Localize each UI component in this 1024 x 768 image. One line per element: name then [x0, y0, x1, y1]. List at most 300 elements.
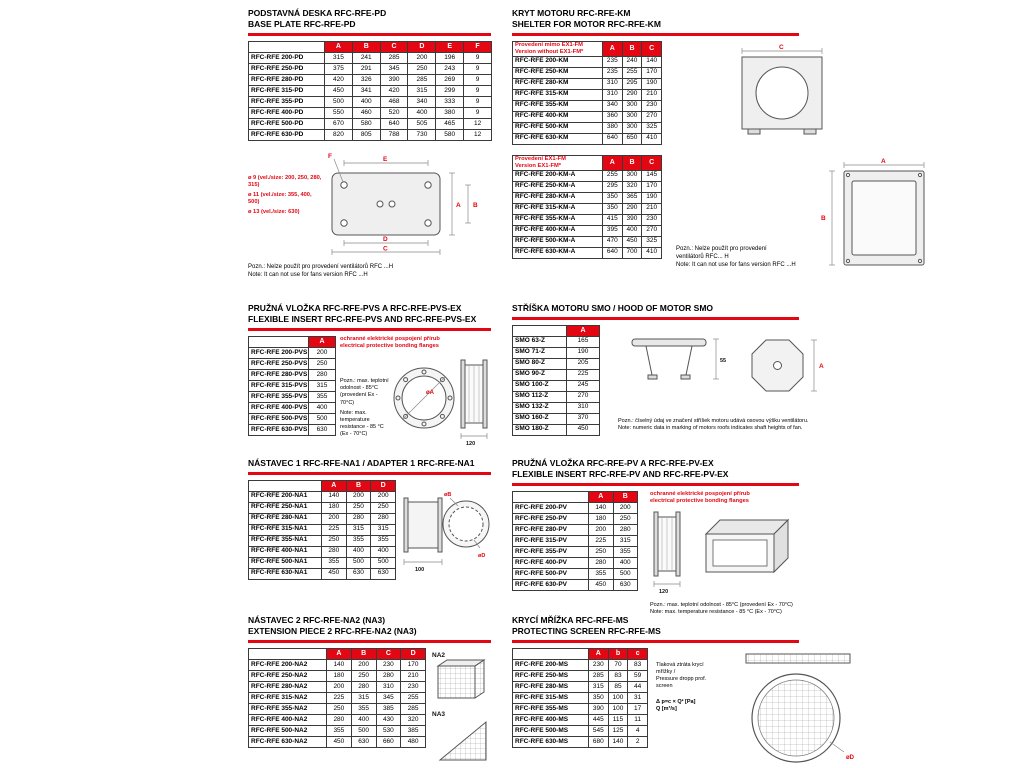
- value-cell: 200: [613, 502, 638, 513]
- value-cell: 291: [352, 63, 380, 74]
- column-header: F: [464, 41, 492, 52]
- value-cell: 400: [352, 96, 380, 107]
- column-header: B: [346, 480, 371, 491]
- table-corner-cell: Provedení EX1-FM Version EX1-FM*: [513, 155, 603, 170]
- table-corner-cell: [513, 325, 567, 336]
- column-header: B: [352, 41, 380, 52]
- value-cell: 250: [589, 546, 614, 557]
- km-block-2: [512, 155, 1012, 273]
- screen-drawing: [724, 648, 874, 768]
- column-header: A: [327, 648, 352, 659]
- table-row: [513, 703, 648, 714]
- table-header-row: [513, 491, 638, 502]
- smo-content: [512, 325, 1012, 436]
- part-name-cell: RFC-RFE 500-KM: [513, 122, 603, 133]
- table-row: [513, 714, 648, 725]
- value-cell: 370: [567, 413, 600, 424]
- value-cell: 355: [613, 546, 638, 557]
- value-cell: 100: [608, 703, 628, 714]
- value-cell: 285: [401, 703, 426, 714]
- value-cell: 460: [352, 107, 380, 118]
- value-cell: 315: [613, 535, 638, 546]
- value-cell: 2: [628, 736, 648, 747]
- dim-label-f: F: [328, 152, 332, 160]
- table-row: [249, 714, 426, 725]
- value-cell: 225: [567, 369, 600, 380]
- part-name-cell: RFC-RFE 630-NA2: [249, 736, 327, 747]
- value-cell: 250: [322, 535, 347, 546]
- value-cell: 315: [589, 681, 609, 692]
- column-header: C: [642, 41, 662, 56]
- table-row: [249, 557, 396, 568]
- value-cell: 320: [622, 181, 642, 192]
- value-cell: 355: [322, 557, 347, 568]
- table-row: [249, 347, 336, 358]
- title-underline: [248, 640, 491, 643]
- value-cell: 550: [325, 107, 353, 118]
- label-na3: NA3: [432, 710, 446, 718]
- value-cell: 390: [622, 214, 642, 225]
- part-name-cell: RFC-RFE 630-KM: [513, 133, 603, 144]
- table-corner-cell: [249, 480, 322, 491]
- temperature-note-line: Pozn.: max. teplotní odolnost - 85°C (provedení Ex - 70°C): [340, 378, 389, 406]
- value-cell: 190: [642, 192, 662, 203]
- part-name-cell: RFC-RFE 250-PV: [513, 513, 589, 524]
- part-name-cell: RFC-RFE 630-NA1: [249, 568, 322, 579]
- table-row: [513, 502, 638, 513]
- hood-table: [512, 325, 600, 436]
- part-name-cell: RFC-RFE 200-NA2: [249, 659, 327, 670]
- value-cell: 300: [622, 122, 642, 133]
- value-cell: 12: [464, 129, 492, 140]
- value-cell: 270: [567, 391, 600, 402]
- table-header-row: [513, 155, 662, 170]
- part-name-cell: RFC-RFE 315-PD: [249, 85, 325, 96]
- value-cell: 280: [376, 670, 401, 681]
- page-title-en: FLEXIBLE INSERT RFC-RFE-PV AND RFC-RFE-PV-EX: [512, 469, 729, 480]
- value-cell: 315: [408, 85, 436, 96]
- value-cell: 140: [327, 659, 352, 670]
- value-cell: 355: [589, 568, 614, 579]
- value-cell: 200: [371, 491, 396, 502]
- value-cell: 280: [371, 513, 396, 524]
- insert-pvs-drawing-front: [392, 352, 456, 442]
- value-cell: 200: [327, 681, 352, 692]
- value-cell: 270: [642, 111, 662, 122]
- value-cell: 12: [464, 118, 492, 129]
- value-cell: 235: [603, 67, 623, 78]
- table-row: [249, 491, 396, 502]
- column-header: A: [322, 480, 347, 491]
- value-cell: 325: [642, 122, 662, 133]
- dim-label-100: 100: [415, 566, 425, 573]
- value-cell: 430: [376, 714, 401, 725]
- table-row: [249, 736, 426, 747]
- value-cell: 400: [371, 546, 396, 557]
- value-cell: 9: [464, 52, 492, 63]
- value-cell: 125: [608, 725, 628, 736]
- value-cell: 230: [401, 681, 426, 692]
- value-cell: 210: [401, 670, 426, 681]
- footnote: [676, 245, 796, 269]
- table-row: [249, 535, 396, 546]
- column-header: B: [613, 491, 638, 502]
- value-cell: 225: [589, 535, 614, 546]
- value-cell: 270: [642, 225, 662, 236]
- table-corner-cell: [513, 648, 589, 659]
- part-name-cell: RFC-RFE 400-NA2: [249, 714, 327, 725]
- value-cell: 290: [622, 203, 642, 214]
- pvs-right-area: [340, 336, 492, 448]
- pressure-formula: Δ p=c × Q² [Pa]: [656, 698, 696, 705]
- value-cell: 500: [351, 725, 376, 736]
- value-cell: 235: [603, 56, 623, 67]
- part-name-cell: RFC-RFE 315-NA1: [249, 524, 322, 535]
- value-cell: 355: [309, 391, 336, 402]
- value-cell: 230: [376, 659, 401, 670]
- title-underline: [512, 33, 799, 36]
- part-name-cell: SMO 63-Z: [513, 336, 567, 347]
- section-flexible-insert-pvs: [248, 303, 492, 451]
- column-header: B: [351, 648, 376, 659]
- value-cell: 250: [351, 670, 376, 681]
- value-cell: 255: [603, 170, 623, 181]
- value-cell: 70: [608, 659, 628, 670]
- value-cell: 315: [325, 52, 353, 63]
- page-title: PODSTAVNÁ DESKA RFC-RFE-PD: [248, 8, 387, 18]
- part-name-cell: RFC-RFE 355-PD: [249, 96, 325, 107]
- part-name-cell: RFC-RFE 280-KM: [513, 78, 603, 89]
- value-cell: 680: [589, 736, 609, 747]
- part-name-cell: SMO 90-Z: [513, 369, 567, 380]
- value-cell: 670: [325, 118, 353, 129]
- page-title: NÁSTAVEC 2 RFC-RFE-NA2 (NA3): [248, 615, 386, 625]
- dim-label-a: A: [456, 201, 461, 209]
- value-cell: 700: [622, 247, 642, 258]
- value-cell: 165: [567, 336, 600, 347]
- dim-label-e: E: [383, 155, 388, 163]
- table-row: [513, 424, 600, 435]
- page-title-en: SHELTER FOR MOTOR RFC-RFE-KM: [512, 19, 661, 30]
- table-row: [513, 203, 662, 214]
- footnote: [248, 263, 492, 279]
- table-row: [249, 369, 336, 380]
- pv-right-area: [650, 491, 820, 617]
- value-cell: 630: [346, 568, 371, 579]
- table-corner-cell: [513, 491, 589, 502]
- value-cell: 170: [642, 181, 662, 192]
- table-corner-cell: [249, 41, 325, 52]
- value-cell: 170: [401, 659, 426, 670]
- part-name-cell: RFC-RFE 250-NA1: [249, 502, 322, 513]
- value-cell: 310: [603, 89, 623, 100]
- adapter1-table: [248, 480, 396, 580]
- table-row: [249, 424, 336, 435]
- dim-label-c: C: [779, 43, 784, 51]
- value-cell: 205: [567, 358, 600, 369]
- value-cell: 295: [603, 181, 623, 192]
- part-name-cell: RFC-RFE 200-PV: [513, 502, 589, 513]
- table-row: [513, 358, 600, 369]
- value-cell: 500: [346, 557, 371, 568]
- part-name-cell: RFC-RFE 400-KM: [513, 111, 603, 122]
- dim-label-a: A: [881, 157, 886, 165]
- page-title-en: EXTENSION PIECE 2 RFC-RFE-NA2 (NA3): [248, 626, 417, 637]
- part-name-cell: RFC-RFE 500-NA2: [249, 725, 327, 736]
- value-cell: 145: [642, 170, 662, 181]
- value-cell: 468: [380, 96, 408, 107]
- value-cell: 230: [589, 659, 609, 670]
- value-cell: 390: [589, 703, 609, 714]
- value-cell: 400: [408, 107, 436, 118]
- value-cell: 730: [408, 129, 436, 140]
- value-cell: 470: [603, 236, 623, 247]
- value-cell: 385: [401, 725, 426, 736]
- part-name-cell: RFC-RFE 630-KM-A: [513, 247, 603, 258]
- part-name-cell: RFC-RFE 400-PVS: [249, 402, 309, 413]
- part-name-cell: RFC-RFE 315-KM: [513, 89, 603, 100]
- insert-pv-drawing-side: [650, 508, 684, 596]
- value-cell: 500: [309, 413, 336, 424]
- column-header: A: [325, 41, 353, 52]
- bonding-note-en: electrical protective bonding flanges: [340, 343, 439, 350]
- table-corner-cell: Provedení mimo EX1-FM Version without EX1-FM*: [513, 41, 603, 56]
- value-cell: 196: [436, 52, 464, 63]
- table-row: [513, 236, 662, 247]
- table-row: [249, 380, 336, 391]
- value-cell: 280: [589, 557, 614, 568]
- value-cell: 269: [436, 74, 464, 85]
- part-name-cell: RFC-RFE 250-PD: [249, 63, 325, 74]
- page-title: KRYCÍ MŘÍŽKA RFC-RFE-MS: [512, 615, 629, 625]
- hood-note: [618, 418, 833, 432]
- value-cell: 200: [351, 659, 376, 670]
- value-cell: 310: [376, 681, 401, 692]
- dim-label-dia-a: øA: [426, 390, 434, 397]
- value-cell: 340: [603, 100, 623, 111]
- table-header-row: [249, 480, 396, 491]
- table-row: [249, 670, 426, 681]
- part-name-cell: RFC-RFE 250-PVS: [249, 358, 309, 369]
- part-name-cell: RFC-RFE 400-PD: [249, 107, 325, 118]
- part-name-cell: RFC-RFE 315-MS: [513, 692, 589, 703]
- column-header: E: [436, 41, 464, 52]
- column-header: c: [628, 648, 648, 659]
- value-cell: 250: [613, 513, 638, 524]
- value-cell: 180: [322, 502, 347, 513]
- table-row: [249, 546, 396, 557]
- value-cell: 200: [589, 524, 614, 535]
- value-cell: 500: [325, 96, 353, 107]
- value-cell: 190: [642, 78, 662, 89]
- table-row: [513, 557, 638, 568]
- part-name-cell: RFC-RFE 400-KM-A: [513, 225, 603, 236]
- part-name-cell: SMO 180-Z: [513, 424, 567, 435]
- table-row: [249, 85, 492, 96]
- value-cell: 59: [628, 670, 648, 681]
- part-name-cell: RFC-RFE 500-MS: [513, 725, 589, 736]
- part-name-cell: RFC-RFE 355-KM-A: [513, 214, 603, 225]
- hood-note-line: Pozn.: číselný údaj ve značení stříšek motoru udává osovou výšku ventilátoru.: [618, 417, 809, 424]
- value-cell: 255: [622, 67, 642, 78]
- value-cell: 200: [408, 52, 436, 63]
- value-cell: 9: [464, 85, 492, 96]
- temperature-note: [340, 378, 392, 438]
- value-cell: 520: [380, 107, 408, 118]
- value-cell: 400: [613, 557, 638, 568]
- value-cell: 400: [309, 402, 336, 413]
- column-header: A: [603, 41, 623, 56]
- value-cell: 355: [327, 725, 352, 736]
- table-row: [513, 670, 648, 681]
- part-name-cell: SMO 112-Z: [513, 391, 567, 402]
- value-cell: 300: [622, 111, 642, 122]
- value-cell: 505: [408, 118, 436, 129]
- value-cell: 350: [603, 192, 623, 203]
- value-cell: 640: [380, 118, 408, 129]
- part-name-cell: RFC-RFE 500-PV: [513, 568, 589, 579]
- part-name-cell: RFC-RFE 355-PV: [513, 546, 589, 557]
- part-name-cell: RFC-RFE 200-KM: [513, 56, 603, 67]
- value-cell: 280: [613, 524, 638, 535]
- part-name-cell: RFC-RFE 630-PD: [249, 129, 325, 140]
- table-row: [513, 513, 638, 524]
- part-name-cell: SMO 80-Z: [513, 358, 567, 369]
- value-cell: 315: [351, 692, 376, 703]
- table-row: [513, 89, 662, 100]
- value-cell: 580: [352, 118, 380, 129]
- na1-content: [248, 480, 492, 596]
- value-cell: 420: [380, 85, 408, 96]
- value-cell: 450: [325, 85, 353, 96]
- value-cell: 280: [351, 681, 376, 692]
- value-cell: 630: [309, 424, 336, 435]
- footnote-line: Note: It can not use for fans version RFC ...H: [676, 261, 796, 268]
- part-name-cell: RFC-RFE 250-KM: [513, 67, 603, 78]
- part-name-cell: RFC-RFE 500-PVS: [249, 413, 309, 424]
- value-cell: 400: [351, 714, 376, 725]
- value-cell: 345: [380, 63, 408, 74]
- value-cell: 241: [352, 52, 380, 63]
- value-cell: 243: [436, 63, 464, 74]
- table-row: [513, 122, 662, 133]
- dim-label-dia-b: øB: [444, 491, 452, 498]
- value-cell: 315: [371, 524, 396, 535]
- value-cell: 240: [622, 56, 642, 67]
- hole-note-line: ø 9 (vel./size: 200, 250, 280, 315): [248, 174, 322, 189]
- table-row: [513, 192, 662, 203]
- table-row: [513, 369, 600, 380]
- value-cell: 320: [401, 714, 426, 725]
- bonding-note-cs: ochranné elektrické pospojení přírub: [650, 490, 750, 497]
- table-row: [513, 336, 600, 347]
- section-protecting-screen: [512, 615, 1012, 765]
- value-cell: 325: [642, 236, 662, 247]
- value-cell: 355: [371, 535, 396, 546]
- value-cell: 225: [327, 692, 352, 703]
- column-header: B: [622, 41, 642, 56]
- table-row: [513, 681, 648, 692]
- table-row: [513, 736, 648, 747]
- part-name-cell: RFC-RFE 400-MS: [513, 714, 589, 725]
- value-cell: 445: [589, 714, 609, 725]
- value-cell: 4: [628, 725, 648, 736]
- ms-content: [512, 648, 1012, 768]
- shelter-drawing-front: [702, 41, 852, 141]
- value-cell: 340: [408, 96, 436, 107]
- bonding-note-cs: ochranné elektrické pospojení přírub: [340, 335, 440, 342]
- temperature-note-line: Pozn.: max. teplotní odolnost - 85°C (provedení Ex - 70°C): [650, 602, 793, 609]
- footnote-line: Pozn.: Nelze použít pro provedení ventilátorů RFC ...H: [248, 263, 394, 270]
- value-cell: 310: [603, 78, 623, 89]
- insert-pvs-table: [248, 336, 336, 436]
- page-title: PRUŽNÁ VLOŽKA RFC-RFE-PV A RFC-RFE-PV-EX: [512, 458, 714, 468]
- value-cell: 375: [325, 63, 353, 74]
- title-underline: [248, 33, 491, 36]
- value-cell: 9: [464, 107, 492, 118]
- dim-label-dia-d: øD: [478, 552, 486, 559]
- part-name-cell: RFC-RFE 315-NA2: [249, 692, 327, 703]
- section-adapter-1: [248, 458, 492, 608]
- label-na2: NA2: [432, 651, 446, 659]
- value-cell: 545: [589, 725, 609, 736]
- value-cell: 315: [309, 380, 336, 391]
- value-cell: 250: [371, 502, 396, 513]
- table-row: [513, 524, 638, 535]
- column-header: B: [622, 155, 642, 170]
- value-cell: 400: [346, 546, 371, 557]
- adapter1-drawing: [398, 484, 492, 596]
- part-name-cell: RFC-RFE 400-NA1: [249, 546, 322, 557]
- base-plate-drawing-area: [248, 151, 492, 257]
- value-cell: 400: [622, 225, 642, 236]
- value-cell: 341: [352, 85, 380, 96]
- table-row: [249, 524, 396, 535]
- value-cell: 326: [352, 74, 380, 85]
- value-cell: 210: [642, 203, 662, 214]
- part-name-cell: RFC-RFE 355-KM: [513, 100, 603, 111]
- insert-pv-table: [512, 491, 638, 591]
- table-row: [513, 67, 662, 78]
- value-cell: 190: [567, 347, 600, 358]
- column-header: A: [589, 491, 614, 502]
- value-cell: 85: [608, 681, 628, 692]
- column-header: D: [408, 41, 436, 52]
- value-cell: 500: [371, 557, 396, 568]
- table-row: [249, 52, 492, 63]
- base-plate-table: [248, 41, 492, 141]
- value-cell: 250: [408, 63, 436, 74]
- section-base-plate: [248, 8, 492, 295]
- value-cell: 500: [613, 568, 638, 579]
- section-motor-shelter: [512, 8, 1012, 295]
- table-row: [513, 170, 662, 181]
- table-row: [249, 659, 426, 670]
- part-name-cell: RFC-RFE 630-MS: [513, 736, 589, 747]
- hole-note-line: ø 11 (vel./size: 355, 400, 500): [248, 192, 312, 206]
- table-row: [249, 129, 492, 140]
- insert-pvs-drawing-side: [457, 352, 491, 448]
- hood-note-line: Note: numeric data in marking of motors roofs indicates shaft heights of fan.: [618, 424, 803, 431]
- value-cell: 295: [622, 78, 642, 89]
- table-header-row: [513, 648, 648, 659]
- part-name-cell: RFC-RFE 280-NA1: [249, 513, 322, 524]
- dim-label-55: 55: [720, 357, 727, 364]
- value-cell: 140: [322, 491, 347, 502]
- table-row: [249, 413, 336, 424]
- table-header-row: [249, 41, 492, 52]
- part-name-cell: RFC-RFE 200-KM-A: [513, 170, 603, 181]
